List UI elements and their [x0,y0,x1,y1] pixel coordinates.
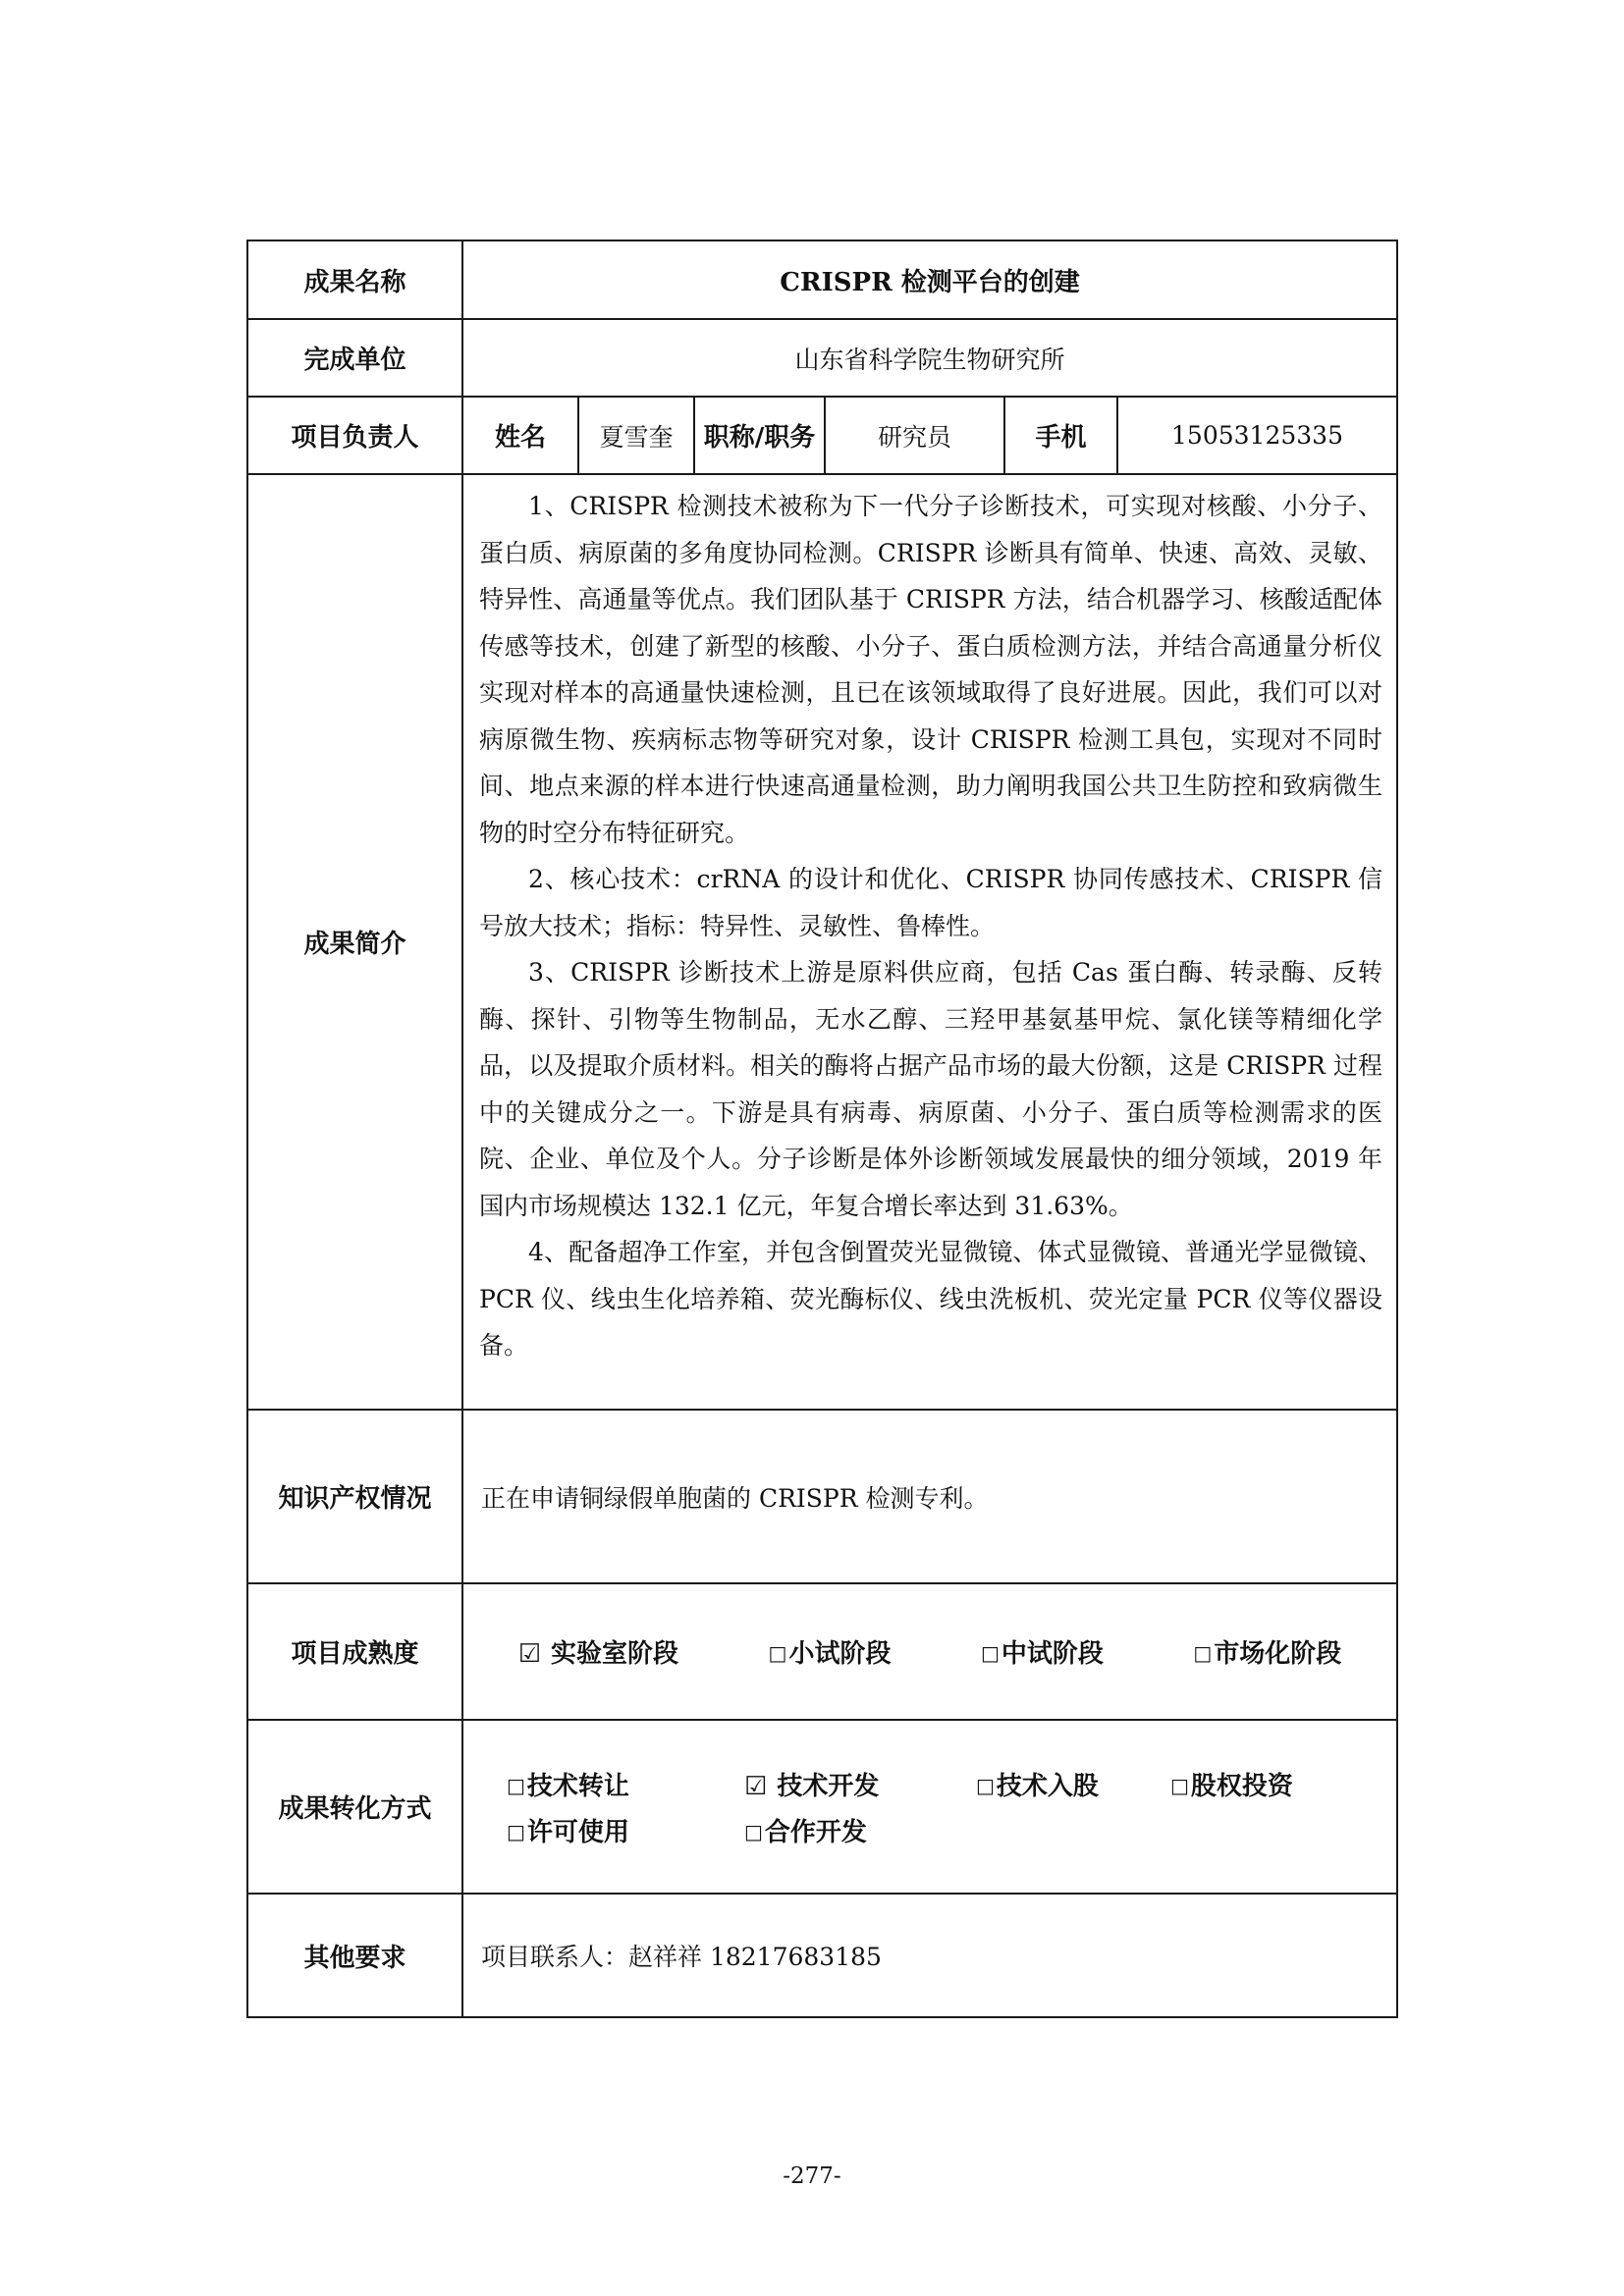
maturity-options [462,1583,1397,1720]
label-project-maturity: 项目成熟度 [247,1583,462,1720]
transfer-option-tech-equity[interactable]: □技术入股 [976,1771,1099,1801]
row-project-maturity [247,1583,1397,1720]
checkbox-empty-icon: □ [1193,1641,1213,1665]
row-achievement-intro [247,474,1397,1410]
label-other-requirements: 其他要求 [247,1894,462,2017]
label-achievement-name: 成果名称 [247,240,462,319]
maturity-option-market[interactable]: □市场化阶段 [1193,1639,1342,1669]
intro-paragraph: 4、配备超净工作室，并包含倒置荧光显微镜、体式显微镜、普通光学显微镜、PCR 仪、线虫生化培养箱、荧光酶标仪、线虫洗板机、荧光定量 PCR 仪等仪器设备。 [479,1238,1383,1360]
achievement-intro-body [462,474,1397,1410]
form-table [246,240,1398,2018]
label-leader-title: 职称/职务 [694,397,825,474]
checkbox-checked-icon: ☑ [744,1771,768,1801]
transfer-option-equity-investment[interactable]: □股权投资 [1170,1771,1293,1801]
label-project-leader: 项目负责人 [247,397,462,474]
checkbox-empty-icon: □ [744,1819,763,1843]
label-leader-name: 姓名 [462,397,578,474]
leader-title-value: 研究员 [825,397,1004,474]
other-requirements-value: 项目联系人：赵祥祥 18217683185 [462,1894,1397,2017]
row-project-leader [247,397,1397,474]
page-number: -277- [783,2163,841,2189]
achievement-name-value: CRISPR 检测平台的创建 [462,240,1397,319]
row-completion-unit [247,319,1397,397]
row-ip-status [247,1410,1397,1583]
checkbox-empty-icon: □ [976,1773,995,1797]
transfer-option-tech-transfer[interactable]: □技术转让 [507,1771,629,1801]
intro-paragraph: 3、CRISPR 诊断技术上游是原料供应商，包括 Cas 蛋白酶、转录酶、反转酶、探针、引物等生物制品，无水乙醇、三羟甲基氨基甲烷、氯化镁等精细化学品，以及提取介质材料。相关的酶将占据产品市场的最大份额，这是 CRISPR 过程中的关键成分之一。下游是具有病毒、病原菌、小分子、蛋白质等检测需求的医院、企业、单位及个人。分子诊断是体外诊断领域发展最快的细分领域，2019 年国内市场规模达 132.1 亿元，年复合增长率达到 31.63%。 [479,958,1383,1220]
transfer-option-tech-development[interactable]: ☑ 技术开发 [744,1771,880,1801]
achievement-form [246,240,1396,2016]
completion-unit-value: 山东省科学院生物研究所 [462,319,1397,397]
row-transfer-method [247,1720,1397,1894]
transfer-options [462,1720,1397,1894]
checkbox-empty-icon: □ [768,1641,787,1665]
label-leader-phone: 手机 [1004,397,1117,474]
checkbox-empty-icon: □ [980,1641,1000,1665]
transfer-option-cooperation[interactable]: □合作开发 [744,1817,867,1847]
maturity-option-pilot[interactable]: □中试阶段 [980,1639,1104,1669]
intro-paragraph: 1、CRISPR 检测技术被称为下一代分子诊断技术，可实现对核酸、小分子、蛋白质、病原菌的多角度协同检测。CRISPR 诊断具有简单、快速、高效、灵敏、特异性、高通量等优点。我们团队基于 CRISPR 方法，结合机器学习、核酸适配体传感等技术，创建了新型的核酸、小分子、蛋白质检测方法，并结合高通量分析仪实现对样本的高通量快速检测，且已在该领域取得了良好进展。因此，我们可以对病原微生物、疾病标志物等研究对象，设计 CRISPR 检测工具包，实现对不同时间、地点来源的样本进行快速高通量检测，助力阐明我国公共卫生防控和致病微生物的时空分布特征研究。 [479,492,1383,847]
maturity-option-lab[interactable]: ☑ 实验室阶段 [517,1639,679,1669]
leader-name-value: 夏雪奎 [578,397,694,474]
transfer-option-license[interactable]: □许可使用 [507,1817,629,1847]
label-transfer-method: 成果转化方式 [247,1720,462,1894]
label-ip-status: 知识产权情况 [247,1410,462,1583]
checkbox-empty-icon: □ [507,1819,525,1843]
intro-paragraph: 2、核心技术：crRNA 的设计和优化、CRISPR 协同传感技术、CRISPR 信号放大技术；指标：特异性、灵敏性、鲁棒性。 [479,865,1383,940]
label-completion-unit: 完成单位 [247,319,462,397]
ip-status-value: 正在申请铜绿假单胞菌的 CRISPR 检测专利。 [462,1410,1397,1583]
row-achievement-name [247,240,1397,319]
leader-phone-value: 15053125335 [1117,397,1397,474]
maturity-option-pilot-small[interactable]: □小试阶段 [768,1639,892,1669]
checkbox-checked-icon: ☑ [517,1639,542,1669]
row-other-requirements [247,1894,1397,2017]
checkbox-empty-icon: □ [507,1773,525,1797]
label-achievement-intro: 成果简介 [247,474,462,1410]
checkbox-empty-icon: □ [1170,1773,1189,1797]
